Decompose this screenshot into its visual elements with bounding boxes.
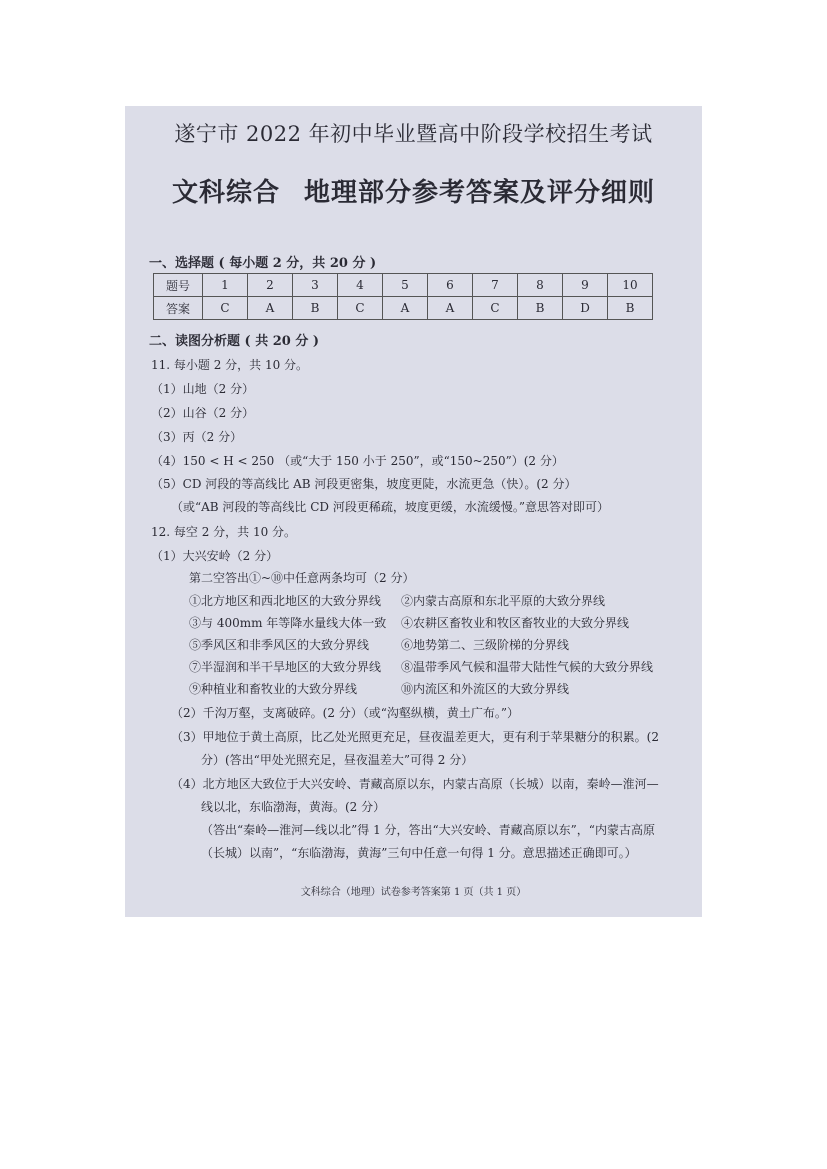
option-item: ③与 400mm 年等降水量线大体一致 [189, 616, 387, 630]
question-number: 4 [338, 274, 383, 297]
option-item: ⑩内流区和外流区的大致分界线 [401, 682, 570, 696]
option-item: ⑨种植业和畜牧业的大致分界线 [189, 682, 358, 696]
question-number: 2 [248, 274, 293, 297]
section1-heading: 一、选择题 ( 每小题 2 分，共 20 分 ) [149, 256, 377, 271]
answer-cell: A [428, 297, 473, 320]
option-item: ⑦半湿润和半干旱地区的大致分界线 [189, 660, 382, 674]
q12-answer-4-line1: （4）北方地区大致位于大兴安岭、青藏高原以东，内蒙古高原（长城）以南，秦岭—淮河— [171, 777, 659, 791]
section2-heading: 二、读图分析题 ( 共 20 分 ) [149, 334, 320, 349]
answer-cell: A [383, 297, 428, 320]
q12-answer-3-line2: 分）(答出“甲处光照充足，昼夜温差大”可得 2 分） [201, 753, 474, 767]
q12-answer-4-note1: （答出“秦岭—淮河—线以北”得 1 分，答出“大兴安岭、青藏高原以东”，“内蒙古高原 [201, 823, 655, 837]
answer-cell: C [203, 297, 248, 320]
question-number: 7 [473, 274, 518, 297]
table-row-numbers [154, 274, 653, 297]
option-item: ①北方地区和西北地区的大致分界线 [189, 594, 382, 608]
question-number: 9 [563, 274, 608, 297]
answer-table [153, 273, 653, 320]
question-number: 8 [518, 274, 563, 297]
exam-title: 遂宁市 2022 年初中毕业暨高中阶段学校招生考试 [174, 122, 653, 146]
q11-answer-2: （2）山谷（2 分） [151, 406, 255, 420]
row-label-number: 题号 [154, 274, 203, 297]
option-item: ⑤季风区和非季风区的大致分界线 [189, 638, 370, 652]
subtitle-subject: 文科综合 [171, 178, 280, 208]
option-item: ⑧温带季风气候和温带大陆性气候的大致分界线 [401, 660, 654, 674]
answer-cell: B [293, 297, 338, 320]
answer-cell: B [518, 297, 563, 320]
option-item: ②内蒙古高原和东北平原的大致分界线 [401, 594, 606, 608]
q12-answer-1-note: 第二空答出①~⑩中任意两条均可（2 分） [189, 571, 415, 585]
q12-answer-1: （1）大兴安岭（2 分） [151, 549, 279, 563]
question-number: 5 [383, 274, 428, 297]
q11-answer-5: （5）CD 河段的等高线比 AB 河段更密集，坡度更陡，水流更急（快）。(2 分） [151, 477, 577, 491]
row-label-answer: 答案 [154, 297, 203, 320]
answer-cell: B [608, 297, 653, 320]
q11-answer-3: （3）丙（2 分） [151, 430, 243, 444]
answer-cell: C [338, 297, 383, 320]
q12-answer-3-line1: （3）甲地位于黄土高原，比乙处光照更充足，昼夜温差更大，更有利于苹果糖分的积累。(2 [171, 730, 659, 744]
question-number: 10 [608, 274, 653, 297]
answer-cell: D [563, 297, 608, 320]
q11-answer-1: （1）山地（2 分） [151, 382, 255, 396]
answer-sheet [125, 106, 702, 917]
q11-answer-4: （4）150 < H < 250 （或“大于 150 小于 250”，或“150~250”）(2 分） [151, 454, 564, 468]
question-number: 6 [428, 274, 473, 297]
q12-answer-2: （2）千沟万壑，支离破碎。(2 分）（或“沟壑纵横，黄土广布。”） [171, 706, 520, 720]
answer-cell: A [248, 297, 293, 320]
option-item: ⑥地势第二、三级阶梯的分界线 [401, 638, 570, 652]
option-item: ④农耕区畜牧业和牧区畜牧业的大致分界线 [401, 616, 630, 630]
question-number: 1 [203, 274, 248, 297]
subtitle-description: 地理部分参考答案及评分细则 [304, 178, 656, 208]
question-number: 3 [293, 274, 338, 297]
q12-answer-4-line2: 线以北，东临渤海，黄海。(2 分） [201, 800, 386, 814]
q12-answer-4-note2: （长城）以南”，“东临渤海，黄海”三句中任意一句得 1 分。意思描述正确即可。） [201, 846, 637, 860]
q11-intro: 11. 每小题 2 分，共 10 分。 [151, 358, 309, 372]
page-footer: 文科综合（地理）试卷参考答案第 1 页（共 1 页） [300, 887, 527, 898]
q11-answer-5-alt: （或“AB 河段的等高线比 CD 河段更稀疏，坡度更缓，水流缓慢。”意思答对即可） [171, 500, 610, 514]
answer-cell: C [473, 297, 518, 320]
table-row-answers [154, 297, 653, 320]
document-subtitle [125, 172, 702, 209]
q12-intro: 12. 每空 2 分，共 10 分。 [151, 525, 297, 539]
